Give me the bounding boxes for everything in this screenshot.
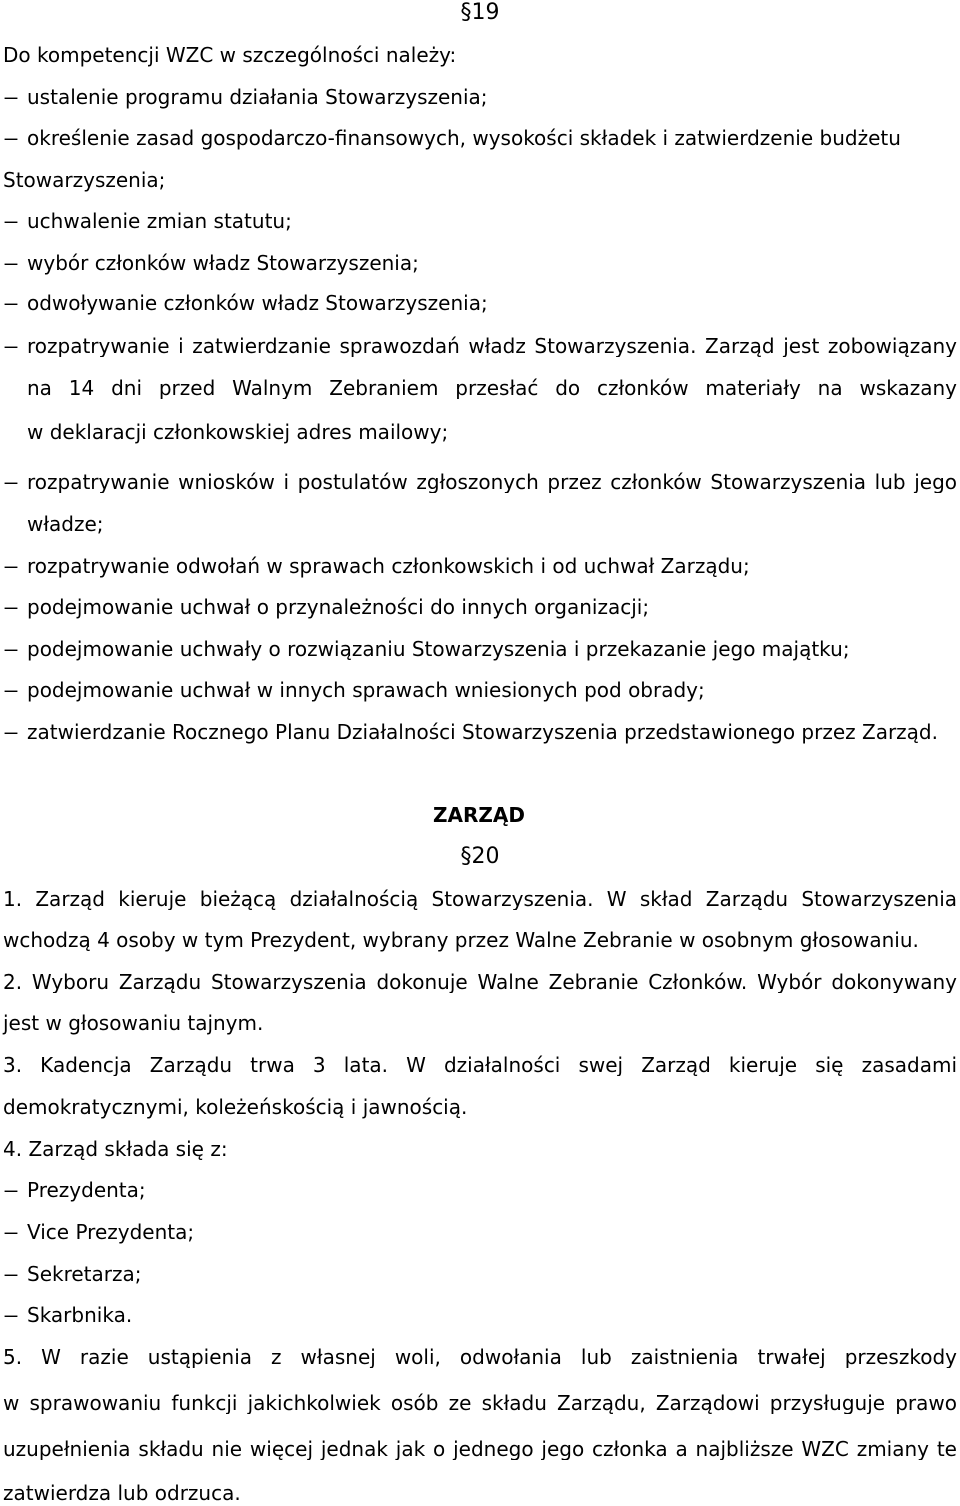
list-bullet: – <box>3 637 19 661</box>
list-item-continuation: Stowarzyszenia; <box>3 168 166 192</box>
list-bullet: – <box>3 334 19 358</box>
list-bullet: – <box>3 720 19 744</box>
list-bullet: – <box>3 1262 19 1286</box>
list-item-text: podejmowanie uchwał w innych sprawach wniesionych pod obrady; <box>27 678 705 702</box>
list-bullet: – <box>3 126 19 150</box>
paragraph-line: 4. Zarząd składa się z: <box>3 1137 228 1161</box>
list-bullet: – <box>3 1220 19 1244</box>
list-item-text: określenie zasad gospodarczo-finansowych, wysokości składek i zatwierdzenie budżetu <box>27 126 901 150</box>
list-item-text: podejmowanie uchwały o rozwiązaniu Stowarzyszenia i przekazanie jego majątku; <box>27 637 850 661</box>
list-item-text: rozpatrywanie odwołań w sprawach członkowskich i od uchwał Zarządu; <box>27 554 750 578</box>
list-item-text: zatwierdzanie Rocznego Planu Działalności Stowarzyszenia przedstawionego przez Zarząd. <box>27 720 938 744</box>
list-item-text: podejmowanie uchwał o przynależności do innych organizacji; <box>27 595 650 619</box>
paragraph-line: uzupełnienia składu nie więcej jednak jak o jednego jego członka a najbliższe WZC zmiany te <box>3 1438 957 1460</box>
paragraph-line: 1. Zarząd kieruje bieżącą działalnością Stowarzyszenia. W skład Zarządu Stowarzyszenia <box>3 888 957 910</box>
paragraph-line: 2. Wyboru Zarządu Stowarzyszenia dokonuje Walne Zebranie Członków. Wybór dokonywany <box>3 971 957 993</box>
list-bullet: – <box>3 251 19 275</box>
list-bullet: – <box>3 595 19 619</box>
paragraph-line: zatwierdza lub odrzuca. <box>3 1481 241 1505</box>
paragraph-line: demokratycznymi, koleżeńskością i jawnością. <box>3 1095 468 1119</box>
section-heading-19: §19 <box>460 0 500 25</box>
list-item-continuation: w deklaracji członkowskiej adres mailowy; <box>27 420 449 444</box>
list-bullet: – <box>3 209 19 233</box>
paragraph-line: 5. W razie ustąpienia z własnej woli, odwołania lub zaistnienia trwałej przeszkody <box>3 1346 957 1368</box>
intro-text: Do kompetencji WZC w szczególności należy: <box>3 43 457 67</box>
board-member-label: Prezydenta; <box>27 1178 146 1202</box>
list-item-text: rozpatrywanie i zatwierdzanie sprawozdań władz Stowarzyszenia. Zarząd jest zobowiązany <box>27 335 957 357</box>
paragraph-line: wchodzą 4 osoby w tym Prezydent, wybrany przez Walne Zebranie w osobnym głosowaniu. <box>3 928 919 952</box>
list-item-continuation: władze; <box>27 512 104 536</box>
list-item-text: uchwalenie zmian statutu; <box>27 209 292 233</box>
list-bullet: – <box>3 291 19 315</box>
list-item-text: odwoływanie członków władz Stowarzyszenia; <box>27 291 488 315</box>
paragraph-line: w sprawowaniu funkcji jakichkolwiek osób ze składu Zarządu, Zarządowi przysługuje prawo <box>3 1392 957 1414</box>
list-bullet: – <box>3 470 19 494</box>
list-item-text: ustalenie programu działania Stowarzyszenia; <box>27 85 488 109</box>
list-bullet: – <box>3 1178 19 1202</box>
board-member-label: Vice Prezydenta; <box>27 1220 195 1244</box>
list-item-text: wybór członków władz Stowarzyszenia; <box>27 251 419 275</box>
section-heading-20: §20 <box>460 844 500 869</box>
paragraph-line: jest w głosowaniu tajnym. <box>3 1011 264 1035</box>
list-item-text: rozpatrywanie wniosków i postulatów zgłoszonych przez członków Stowarzyszenia lub jego <box>27 471 957 493</box>
list-bullet: – <box>3 678 19 702</box>
board-member-label: Skarbnika. <box>27 1303 133 1327</box>
chapter-title: ZARZĄD <box>433 803 525 827</box>
list-item-continuation: na 14 dni przed Walnym Zebraniem przesłać do członków materiały na wskazany <box>27 377 957 399</box>
list-bullet: – <box>3 554 19 578</box>
list-bullet: – <box>3 85 19 109</box>
paragraph-line: 3. Kadencja Zarządu trwa 3 lata. W działalności swej Zarząd kieruje się zasadami <box>3 1054 957 1076</box>
board-member-label: Sekretarza; <box>27 1262 142 1286</box>
list-bullet: – <box>3 1303 19 1327</box>
